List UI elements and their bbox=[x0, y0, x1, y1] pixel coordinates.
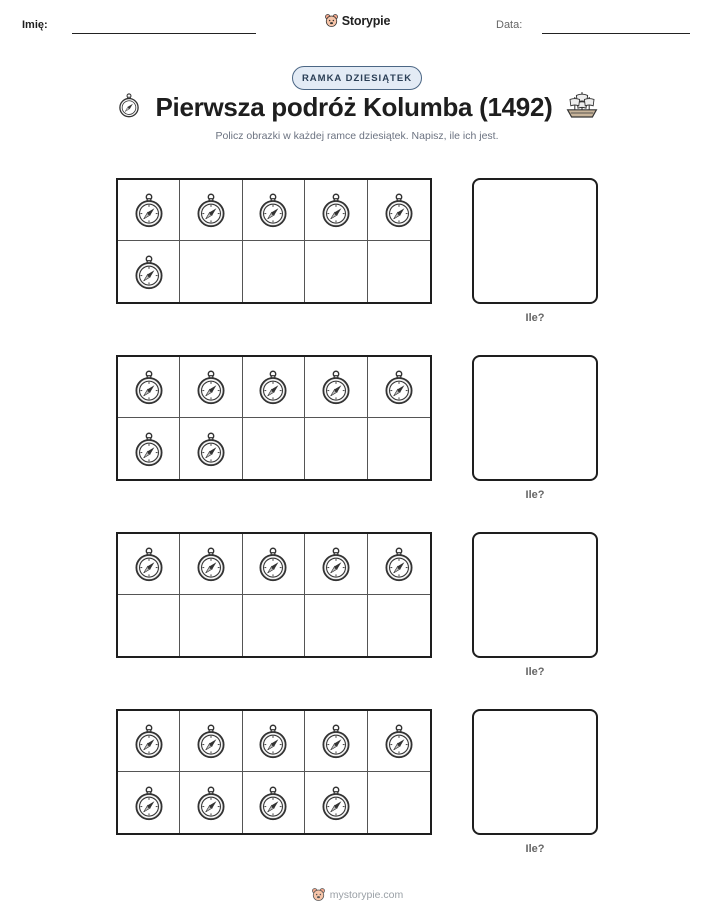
ten-frame-cell bbox=[118, 357, 180, 418]
compass-icon bbox=[193, 431, 229, 467]
compass-icon bbox=[255, 369, 291, 405]
brand-name: Storypie bbox=[341, 13, 391, 28]
ten-frame-cell bbox=[118, 772, 180, 833]
compass-icon bbox=[318, 369, 354, 405]
compass-icon bbox=[193, 785, 229, 821]
instructions: Policz obrazki w każdej ramce dziesiątek. Napisz, ile ich jest. bbox=[215, 130, 499, 142]
ten-frame bbox=[116, 532, 432, 658]
ten-frame-cell bbox=[305, 711, 367, 772]
ten-frame-cell bbox=[180, 534, 242, 595]
compass-icon bbox=[318, 192, 354, 228]
ten-frame-cell bbox=[243, 772, 305, 833]
ten-frame-cell bbox=[368, 357, 430, 418]
ten-frame-cell bbox=[243, 534, 305, 595]
ten-frame-cell bbox=[305, 772, 367, 833]
ten-frame-cell bbox=[243, 418, 305, 479]
compass-icon bbox=[193, 369, 229, 405]
answer-box[interactable] bbox=[472, 355, 598, 481]
ten-frame-cell bbox=[118, 711, 180, 772]
name-label: Imię: bbox=[22, 19, 48, 31]
compass-icon bbox=[318, 785, 354, 821]
ten-frame-cell bbox=[180, 241, 242, 302]
compass-icon bbox=[255, 192, 291, 228]
ten-frame-cell bbox=[243, 595, 305, 656]
compass-icon bbox=[131, 369, 167, 405]
ten-frame bbox=[116, 709, 432, 835]
count-prompt: Ile? bbox=[525, 489, 545, 501]
name-line[interactable] bbox=[72, 33, 256, 34]
date-line[interactable] bbox=[542, 33, 690, 34]
ten-frame-cell bbox=[305, 241, 367, 302]
ten-frame-cell bbox=[180, 418, 242, 479]
ship-icon bbox=[566, 90, 598, 125]
count-prompt: Ile? bbox=[525, 666, 545, 678]
title-row bbox=[0, 88, 714, 126]
answer-box[interactable] bbox=[472, 178, 598, 304]
compass-icon bbox=[318, 546, 354, 582]
compass-icon bbox=[131, 785, 167, 821]
badge-label: RAMKA DZIESIĄTEK bbox=[301, 72, 413, 84]
compass-icon bbox=[131, 254, 167, 290]
ten-frame-cell bbox=[368, 772, 430, 833]
ten-frame bbox=[116, 355, 432, 481]
bear-icon bbox=[311, 887, 326, 902]
ten-frame-cell bbox=[180, 180, 242, 241]
ten-frame-cell bbox=[118, 180, 180, 241]
ten-frame-cell bbox=[368, 418, 430, 479]
answer-box[interactable] bbox=[472, 709, 598, 835]
ten-frame-cell bbox=[243, 241, 305, 302]
ten-frame-cell bbox=[368, 595, 430, 656]
count-prompt: Ile? bbox=[525, 312, 545, 324]
compass-icon bbox=[255, 785, 291, 821]
compass-icon bbox=[193, 192, 229, 228]
ten-frame-cell bbox=[118, 595, 180, 656]
count-prompt: Ile? bbox=[525, 843, 545, 855]
compass-icon bbox=[255, 723, 291, 759]
ten-frame-cell bbox=[243, 711, 305, 772]
footer bbox=[0, 887, 714, 902]
ten-frame-cell bbox=[118, 241, 180, 302]
ten-frame-cell bbox=[243, 357, 305, 418]
compass-icon bbox=[255, 546, 291, 582]
compass-icon bbox=[131, 546, 167, 582]
brand-logo bbox=[0, 13, 714, 28]
ten-frame-cell bbox=[118, 418, 180, 479]
compass-icon bbox=[131, 723, 167, 759]
ten-frame bbox=[116, 178, 432, 304]
ten-frame-cell bbox=[180, 711, 242, 772]
ten-frame-cell bbox=[368, 180, 430, 241]
bear-icon bbox=[324, 13, 339, 28]
compass-icon bbox=[381, 192, 417, 228]
compass-icon bbox=[193, 546, 229, 582]
compass-icon bbox=[318, 723, 354, 759]
compass-icon bbox=[193, 723, 229, 759]
compass-icon bbox=[381, 369, 417, 405]
answer-box[interactable] bbox=[472, 532, 598, 658]
ten-frame-cell bbox=[305, 534, 367, 595]
ten-frame-cell bbox=[118, 534, 180, 595]
ten-frame-cell bbox=[180, 772, 242, 833]
ten-frame-cell bbox=[305, 180, 367, 241]
compass-icon bbox=[131, 192, 167, 228]
ten-frame-cell bbox=[368, 241, 430, 302]
page-title: Pierwsza podróż Kolumba (1492) bbox=[155, 91, 553, 122]
ten-frame-cell bbox=[368, 711, 430, 772]
ten-frame-cell bbox=[180, 595, 242, 656]
ten-frame-cell bbox=[368, 534, 430, 595]
date-label: Data: bbox=[496, 19, 523, 31]
ten-frame-cell bbox=[180, 357, 242, 418]
compass-icon bbox=[131, 431, 167, 467]
compass-icon bbox=[116, 92, 142, 123]
compass-icon bbox=[381, 546, 417, 582]
ten-frame-cell bbox=[305, 418, 367, 479]
worksheet-type-badge bbox=[292, 66, 422, 90]
ten-frame-cell bbox=[305, 595, 367, 656]
footer-url: mystorypie.com bbox=[329, 888, 404, 901]
compass-icon bbox=[381, 723, 417, 759]
ten-frame-cell bbox=[305, 357, 367, 418]
ten-frame-cell bbox=[243, 180, 305, 241]
